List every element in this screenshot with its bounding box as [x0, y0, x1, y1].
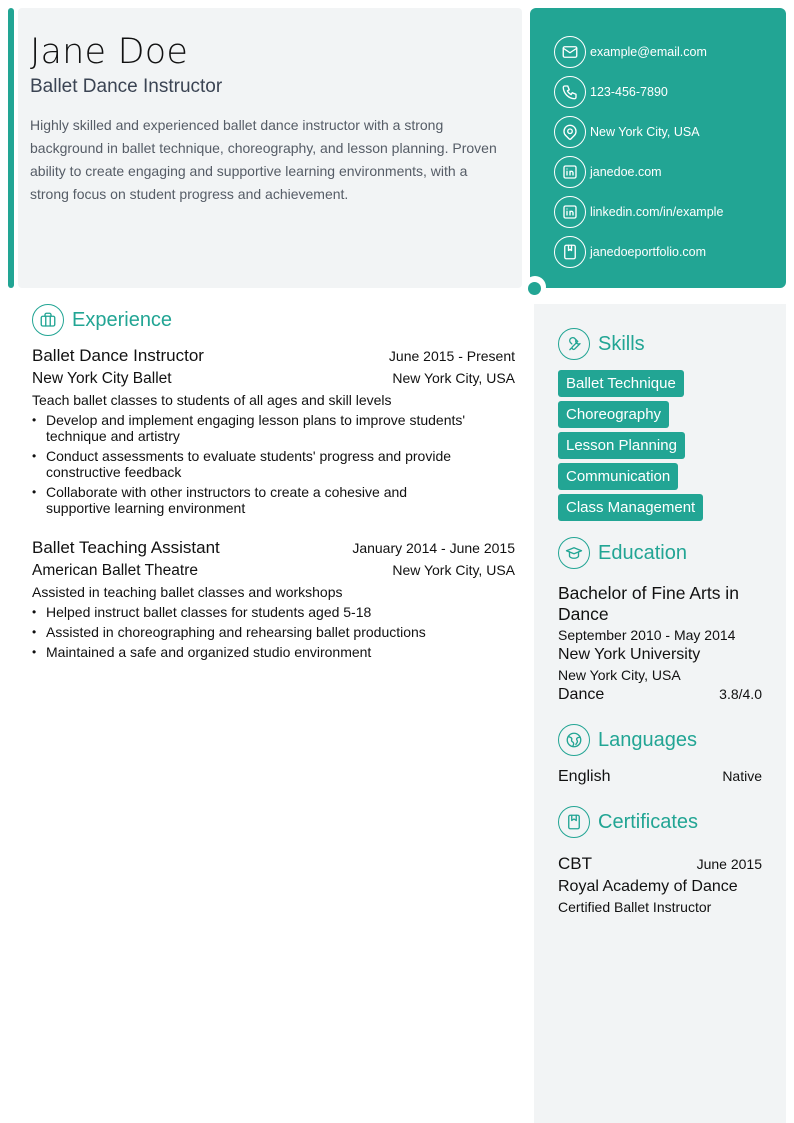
education-field-row — [558, 686, 762, 704]
phone-icon — [554, 76, 586, 108]
education-gpa: 3.8/4.0 — [719, 686, 762, 702]
languages-heading: Languages — [598, 728, 697, 751]
education-field: Dance — [558, 686, 605, 703]
contact-panel — [530, 8, 786, 288]
certificate-row — [558, 854, 762, 874]
education-heading: Education — [598, 541, 687, 564]
contact-website-text: janedoe.com — [590, 165, 662, 179]
job-bullet: • Assisted in choreographing and rehearsing ballet productions — [32, 624, 472, 640]
experience-section — [32, 304, 515, 660]
skill-tag: Ballet Technique — [558, 370, 684, 397]
skill-tag: Communication — [558, 463, 678, 490]
job-bullets — [32, 604, 515, 660]
candidate-title: Ballet Dance Instructor — [30, 76, 223, 97]
briefcase-icon — [32, 304, 64, 336]
contact-linkedin[interactable] — [554, 192, 786, 232]
skill-tag: Choreography — [558, 401, 669, 428]
experience-heading: Experience — [72, 308, 173, 331]
certificate-issuer: Royal Academy of Dance — [558, 878, 738, 895]
contact-email-text: example@email.com — [590, 45, 707, 59]
linkedin-icon — [554, 156, 586, 188]
job-bullet: • Collaborate with other instructors to create a cohesive and supportive learning environment — [32, 484, 472, 516]
candidate-name: Jane Doe — [30, 32, 189, 72]
job-entry — [32, 346, 515, 516]
certificates-header — [558, 806, 762, 838]
contact-phone[interactable] — [554, 72, 786, 112]
contact-email[interactable] — [554, 32, 786, 72]
job-bullet: • Maintained a safe and organized studio environment — [32, 644, 472, 660]
education-dates: September 2010 - May 2014 — [558, 627, 736, 643]
contact-portfolio[interactable] — [554, 232, 786, 272]
job-dates: June 2015 - Present — [388, 348, 515, 364]
divider-dot — [528, 282, 541, 295]
education-location: New York City, USA — [558, 667, 681, 683]
job-location: New York City, USA — [392, 370, 515, 386]
graduation-cap-icon — [558, 537, 590, 569]
language-row — [558, 768, 762, 786]
skill-tag: Class Management — [558, 494, 703, 521]
job-bullets — [32, 412, 515, 516]
contact-phone-text: 123-456-7890 — [590, 85, 668, 99]
linkedin-icon — [554, 196, 586, 228]
certificate-book-icon — [558, 806, 590, 838]
education-degree: Bachelor of Fine Arts in Dance — [558, 583, 739, 624]
map-pin-icon — [554, 116, 586, 148]
education-header — [558, 537, 762, 569]
contact-linkedin-text: linkedin.com/in/example — [590, 205, 724, 219]
job-description: Teach ballet classes to students of all ages and skill levels — [32, 392, 392, 408]
contact-portfolio-text: janedoeportfolio.com — [590, 245, 707, 259]
contact-location-text: New York City, USA — [590, 125, 700, 139]
job-description: Assisted in teaching ballet classes and workshops — [32, 584, 343, 600]
certificates-heading: Certificates — [598, 810, 699, 833]
job-bullet: • Helped instruct ballet classes for students aged 5-18 — [32, 604, 472, 620]
portfolio-book-icon — [554, 236, 586, 268]
summary-text: Highly skilled and experienced ballet dance instructor with a strong background in ballet technique, choreography, and lesson planning. Proven ability to create engaging and supportive learning environments, with a strong focus on student progress and achievement. — [30, 117, 497, 202]
skills-header — [558, 328, 762, 360]
certificate-name: CBT — [558, 854, 592, 873]
language-level: Native — [722, 768, 762, 784]
languages-header — [558, 724, 762, 756]
job-title: Ballet Dance Instructor — [32, 346, 204, 365]
job-title: Ballet Teaching Assistant — [32, 538, 220, 557]
wrench-icon — [558, 328, 590, 360]
skill-tag: Lesson Planning — [558, 432, 685, 459]
skills-heading: Skills — [598, 332, 645, 355]
job-bullet: • Conduct assessments to evaluate students' progress and provide constructive feedback — [32, 448, 472, 480]
job-bullet: • Develop and implement engaging lesson plans to improve students' technique and artistry — [32, 412, 472, 444]
header-panel — [18, 8, 522, 288]
globe-icon — [558, 724, 590, 756]
job-company: New York City Ballet — [32, 370, 172, 387]
skills-list — [558, 370, 762, 521]
mail-icon — [554, 36, 586, 68]
experience-header — [32, 304, 515, 336]
job-location: New York City, USA — [392, 562, 515, 578]
header-accent-bar — [8, 8, 14, 288]
job-dates: January 2014 - June 2015 — [352, 540, 515, 556]
job-entry — [32, 538, 515, 660]
language-name: English — [558, 768, 611, 785]
job-company: American Ballet Theatre — [32, 562, 198, 579]
certificate-date: June 2015 — [696, 856, 762, 872]
education-school: New York University — [558, 646, 701, 663]
contact-location — [554, 112, 786, 152]
sidebar — [534, 304, 786, 1123]
contact-website[interactable] — [554, 152, 786, 192]
certificate-description: Certified Ballet Instructor — [558, 899, 712, 915]
